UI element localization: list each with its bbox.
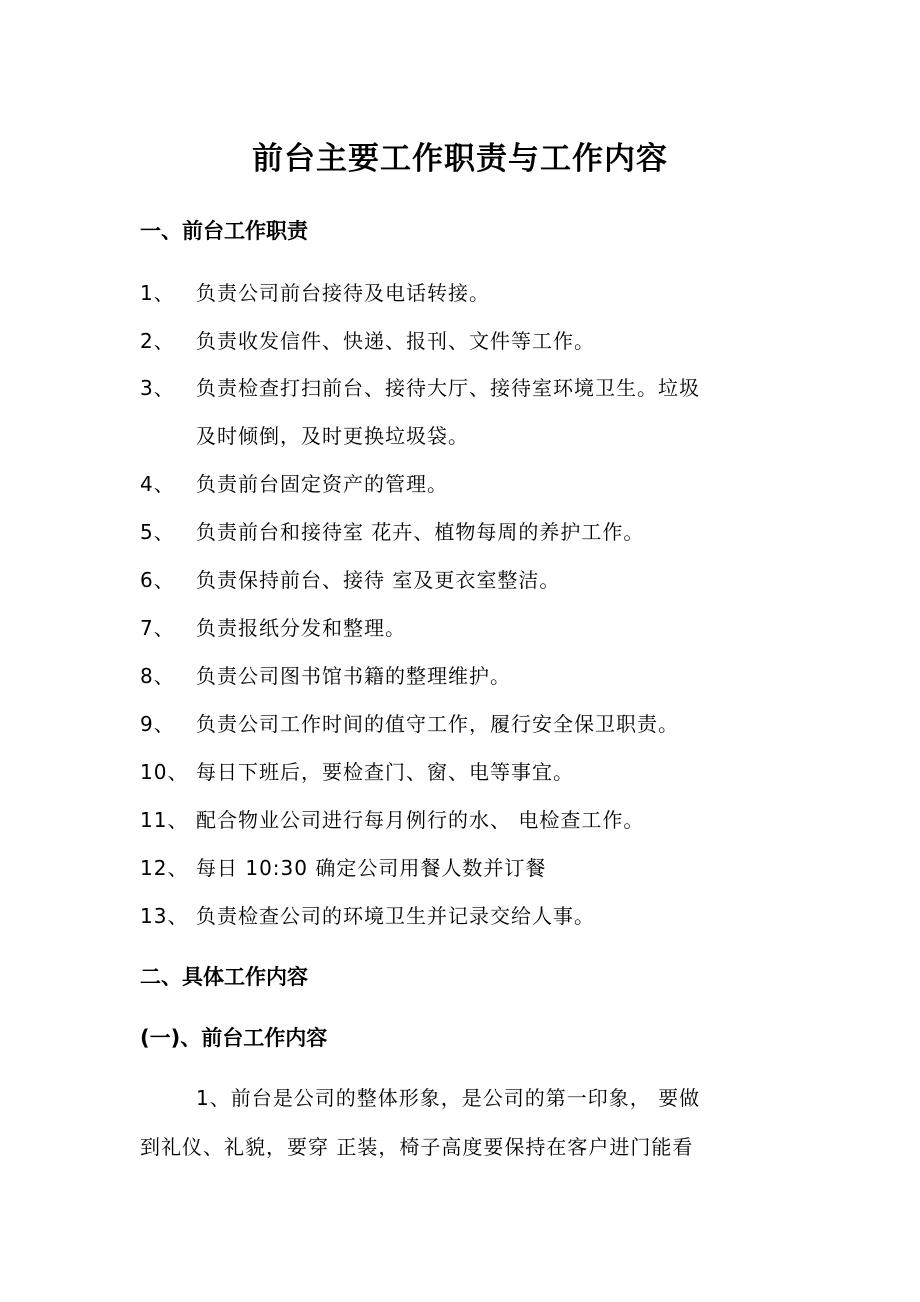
- item-text: 每日 10:30 确定公司用餐人数并订餐: [196, 856, 547, 880]
- list-item: [140, 613, 406, 643]
- item-text: 负责公司工作时间的值守工作，履行安全保卫职责。: [196, 712, 679, 736]
- document-title: 前台主要工作职责与工作内容: [252, 141, 668, 177]
- list-item: [140, 469, 448, 499]
- section-heading-duties: 一、前台工作职责: [140, 219, 308, 243]
- item-text: 负责公司图书馆书籍的整理维护。: [196, 664, 511, 688]
- item-text: 每日下班后，要检查门、窗、电等事宜。: [196, 760, 574, 784]
- item-text: 负责收发信件、快递、报刊、文件等工作。: [196, 329, 595, 353]
- item-text: 负责检查公司的环境卫生并记录交给人事。: [196, 904, 595, 928]
- item-text: 负责保持前台、接待 室及更衣室整洁。: [196, 568, 561, 592]
- item-text: 负责前台固定资产的管理。: [196, 472, 448, 496]
- list-item: [140, 853, 546, 883]
- item-text: 负责报纸分发和整理。: [196, 616, 406, 640]
- list-item: [140, 709, 679, 739]
- item-text: 负责前台和接待室 花卉、植物每周的养护工作。: [196, 520, 645, 544]
- item-text: 配合物业公司进行每月例行的水、 电检查工作。: [196, 808, 645, 832]
- item-number: 5、: [140, 520, 175, 544]
- list-item: [140, 757, 574, 787]
- item-number: 6、: [140, 568, 175, 592]
- list-item: [140, 661, 511, 691]
- list-item: [140, 326, 595, 356]
- item-number: 12、: [140, 856, 189, 880]
- list-item: [140, 373, 700, 403]
- item-number: 10、: [140, 760, 189, 784]
- subsection-heading-frontdesk: (一)、前台工作内容: [140, 1026, 328, 1050]
- list-item: [140, 278, 490, 308]
- paragraph-line: 到礼仪、礼貌，要穿 正装，椅子高度要保持在客户进门能看: [140, 1135, 694, 1159]
- item-number: 13、: [140, 904, 189, 928]
- item-text: 负责检查打扫前台、接待大厅、接待室环境卫生。垃圾: [196, 376, 700, 400]
- item-number: 2、: [140, 329, 175, 353]
- item-number: 1、: [140, 281, 175, 305]
- item-number: 7、: [140, 616, 175, 640]
- item-number: 11、: [140, 808, 189, 832]
- list-item: [140, 565, 560, 595]
- paragraph-line: 1、前台是公司的整体形象，是公司的第一印象， 要做: [196, 1086, 701, 1110]
- section-heading-details: 二、具体工作内容: [140, 965, 308, 989]
- list-item: [140, 517, 644, 547]
- item-text: 负责公司前台接待及电话转接。: [196, 281, 490, 305]
- item-number: 9、: [140, 712, 175, 736]
- item-number: 8、: [140, 664, 175, 688]
- list-item: [140, 901, 595, 931]
- item-number: 3、: [140, 376, 175, 400]
- item-number: 4、: [140, 472, 175, 496]
- item-text-continuation: 及时倾倒，及时更换垃圾袋。: [196, 424, 469, 448]
- list-item: [140, 805, 644, 835]
